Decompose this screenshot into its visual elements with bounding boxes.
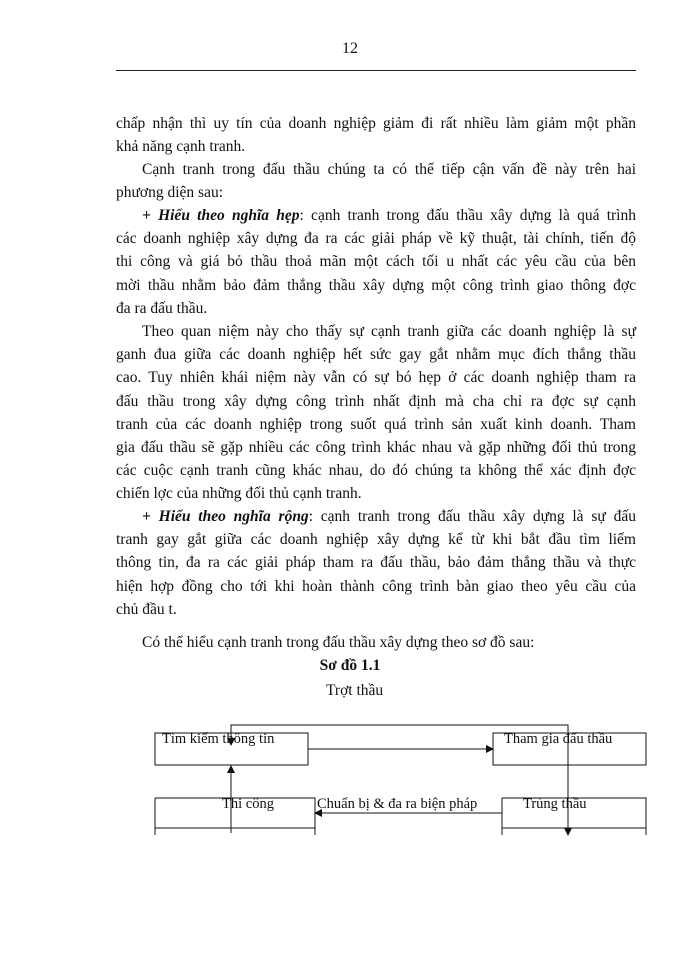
text-line: chấp nhận thì uy tín của doanh nghiệp giảm đi rất nhiều làm giảm một phần: [116, 115, 636, 132]
text-line: tranh gay gắt giữa các doanh nghiệp xây dựng kể từ khi bắt đầu tìm liếm: [116, 531, 636, 549]
text-line: mời thầu nhằm bảo đảm thắng thầu xây dựng một công trình giao thông đợc: [116, 276, 636, 294]
text-line: ganh đua giữa các doanh nghiệp hết sức gay gắt nhằm mục đích thắng thầu: [116, 346, 636, 364]
diagram-title: Sơ đồ 1.1: [319, 657, 381, 674]
text-line: các doanh nghiệp xây dựng đa ra các giải pháp về kỹ thuật, tài chính, tiến độ: [116, 230, 636, 248]
text-line: Theo quan niệm này cho thấy sự cạnh tranh giữa các doanh nghiệp là sự: [142, 323, 636, 340]
win-bid-label: Trúng thầu: [523, 796, 587, 812]
broad-sense-lead: + Hiểu theo nghĩa rộng: [142, 508, 309, 525]
page-number: 12: [342, 40, 358, 57]
text-line: chiến lợc của những đối thủ cạnh tranh.: [116, 485, 362, 503]
lost-bid-label: Trợt thầu: [326, 682, 384, 699]
narrow-sense-text: : cạnh tranh trong đấu thầu xây dựng là quá trình: [299, 207, 636, 224]
text-line: đấu thầu trong xây dựng công trình nhất định mà cha chỉ ra đợc sự cạnh: [116, 392, 636, 410]
text-line: đa ra đấu thầu.: [116, 299, 208, 317]
search-info-label: Tìm kiếm thông tin: [162, 731, 275, 747]
broad-sense-text: : cạnh tranh trong đấu thầu xây dựng là sự đấu: [308, 508, 636, 525]
narrow-sense-lead: + Hiểu theo nghĩa hẹp: [142, 207, 300, 224]
text-line: thi công và giá bỏ thầu thoả mãn một cách tối u nhất các yêu cầu của bên: [116, 253, 636, 271]
diagram-intro: Có thể hiểu cạnh tranh trong đấu thầu xây dựng theo sơ đồ sau:: [142, 634, 535, 651]
text-line: khả năng cạnh tranh.: [116, 138, 246, 156]
text-line: tranh của các doanh nghiệp trong suốt quá trình sản xuất kinh doanh. Tham: [116, 415, 636, 433]
prepare-measures-label: Chuẩn bị & đa ra biện pháp: [317, 796, 478, 812]
text-line: thông tin, đa ra các giải pháp tham ra đấu thầu, bảo đảm thắng thầu và thực: [116, 554, 636, 572]
text-line: gia đấu thầu sẽ gặp nhiều các công trình khác nhau và gặp những đối thủ trong: [116, 439, 636, 457]
text-line: cao. Tuy nhiên khái niệm này vẫn có sự bó hẹp ở các doanh nghiệp tham ra: [116, 369, 636, 387]
participate-bid-label: Tham gia đấu thầu: [504, 731, 613, 747]
text-line: hiện hợp đồng cho tới khi hoàn thành công trình bàn giao theo yêu cầu của: [116, 577, 636, 595]
text-line: chủ đầu t.: [116, 600, 177, 618]
text-line: Cạnh tranh trong đấu thầu chúng ta có thể tiếp cận vấn đề này trên hai: [142, 161, 636, 178]
text-line: phương diện sau:: [116, 184, 224, 202]
construction-label: Thi công: [222, 796, 274, 812]
text-line: các cuộc cạnh tranh cũng khác nhau, do đó chúng ta không thể xác định đợc: [116, 462, 636, 480]
